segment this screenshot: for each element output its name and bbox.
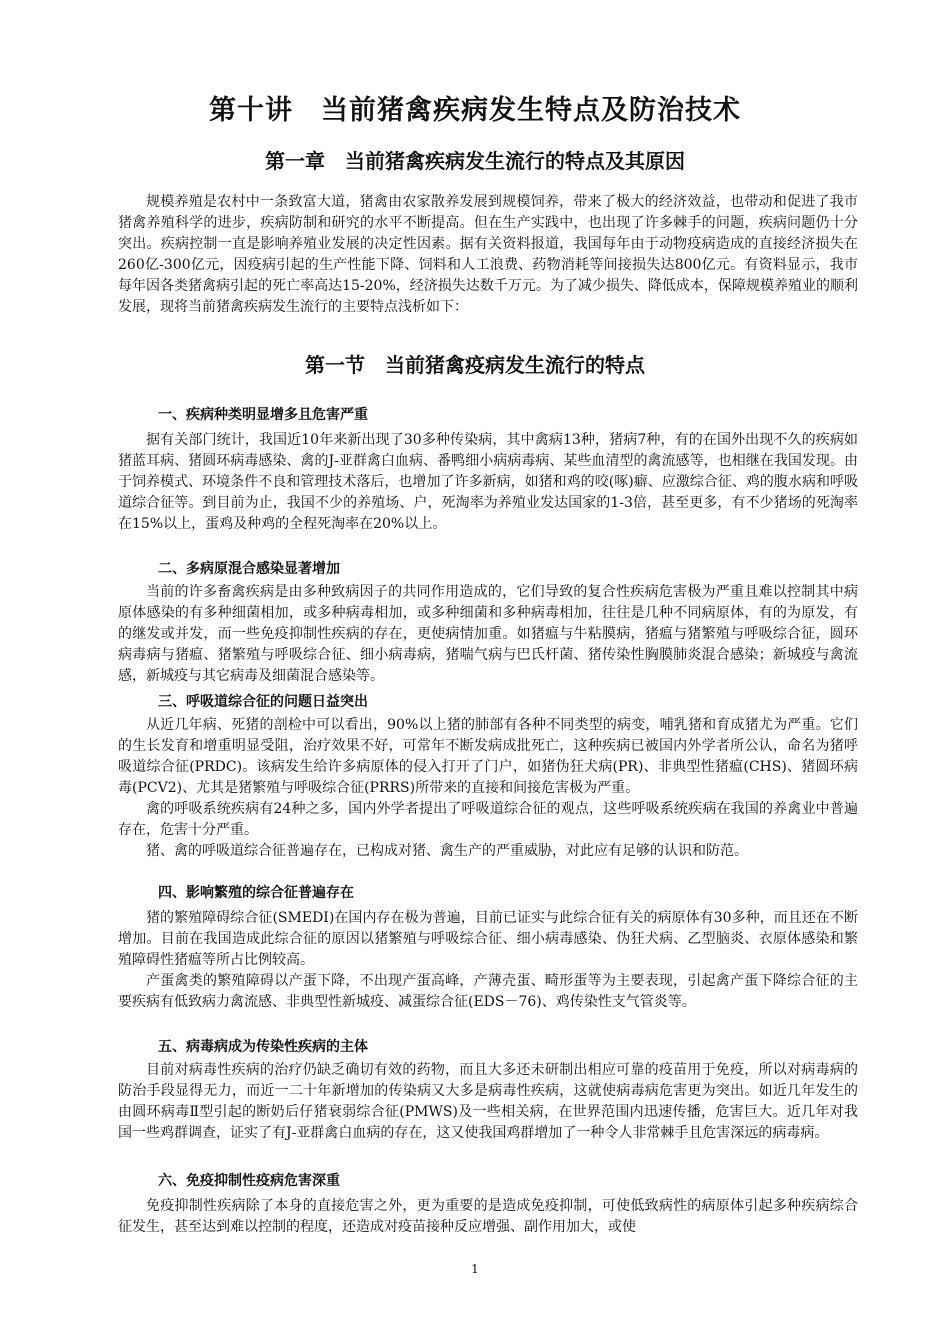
lecture-title: 第十讲 当前猪禽疾病发生特点及防治技术 <box>209 95 741 126</box>
item-heading-1: 一、疾病种类明显增多且危害严重 <box>158 407 368 423</box>
item-body-5 <box>118 1060 858 1144</box>
item-body-1 <box>118 430 858 535</box>
intro-paragraph-block <box>118 192 858 318</box>
paragraph: 产蛋禽类的繁殖障碍以产蛋下降，不出现产蛋高峰，产薄壳蛋、畸形蛋等为主要表现，引起禽产蛋下降综合征的主要疾病有低致病力禽流感、非典型性新城疫、减蛋综合征(EDS－76)、鸡传染性支气管炎等。 <box>118 973 858 1010</box>
item-heading-6: 六、免疫抑制性疫病危害深重 <box>158 1173 340 1189</box>
page-number: 1 <box>471 1262 479 1276</box>
item-body-4 <box>118 908 858 1013</box>
intro-paragraph: 规模养殖是农村中一条致富大道，猪禽由农家散养发展到规模饲养，带来了极大的经济效益，也带动和促进了我市猪禽养殖科学的进步，疾病防制和研究的水平不断提高。但在生产实践中，也出现了许多棘手的问题，疾病问题仍十分突出。疾病控制一直是影响养殖业发展的决定性因素。据有关资料报道，我国每年由于动物疫病造成的直接经济损失在260亿-300亿元，因疫病引起的生产性能下降、饲料和人工浪费、药物消耗等间接损失达800亿元。有资料显示，我市每年因各类猪禽病引起的死亡率高达15-20%，经济损失达数千万元。为了减少损失、降低成本，保障规模养殖业的顺利发展，现将当前猪禽疾病发生流行的主要特点浅析如下： <box>118 194 858 315</box>
paragraph: 从近几年病、死猪的剖检中可以看出，90%以上猪的肺部有各种不同类型的病变，哺乳猪和育成猪尤为严重。它们的生长发育和增重明显受阻，治疗效果不好，可常年不断发病成批死亡，这种疾病已被国内外学者所公认，命名为猪呼吸道综合征(PRDC)。该病发生给许多病原体的侵入打开了门户，如猪伪狂犬病(PR)、非典型性猪瘟(CHS)、猪圆环病毒(PCV2)、尤其是猪繁殖与呼吸综合征(PRRS)所带来的直接和间接危害极为严重。 <box>118 717 858 796</box>
paragraph: 猪的繁殖障碍综合征(SMEDI)在国内存在极为普遍，目前已证实与此综合征有关的病原体有30多种，而且还在不断增加。目前在我国造成此综合征的原因以猪繁殖与呼吸综合征、细小病毒感染、伪狂犬病、乙型脑炎、衣原体感染和繁殖障碍性猪瘟等所占比例较高。 <box>118 910 858 968</box>
item-body-6 <box>118 1196 858 1238</box>
paragraph: 猪、禽的呼吸道综合征普遍存在，已构成对猪、禽生产的严重威胁，对此应有足够的认识和防范。 <box>146 843 748 859</box>
paragraph: 据有关部门统计，我国近10年来新出现了30多种传染病，其中禽病13种，猪病7种，有的在国外出现不久的疾病如猪蓝耳病、猪圆环病毒感染、禽的J-亚群禽白血病、番鸭细小病病毒病、某些血清型的禽流感等，也相继在我国发现。由于饲养模式、环境条件不良和管理技术落后，也增加了许多新病，如猪和鸡的咬(啄)癖、应激综合征、鸡的腹水病和呼吸道综合征等。到目前为止，我国不少的养殖场、户，死淘率为养殖业发达国家的1-3倍，甚至更多，有不少猪场的死淘率在15%以上，蛋鸡及种鸡的全程死淘率在20%以上。 <box>118 432 858 532</box>
chapter-title: 第一章 当前猪禽疾病发生流行的特点及其原因 <box>265 149 685 173</box>
item-heading-5: 五、病毒病成为传染性疾病的主体 <box>158 1039 368 1055</box>
item-body-3 <box>118 715 858 862</box>
item-body-2 <box>118 582 858 687</box>
paragraph: 目前对病毒性疾病的治疗仍缺乏确切有效的药物，而且大多还未研制出相应可靠的疫苗用于免疫，所以对病毒病的防治手段显得无力，而近一二十年新增加的传染病又大多是病毒性疾病，这就使病毒病危害更为突出。如近几年发生的由圆环病毒Ⅱ型引起的断奶后仔猪衰弱综合征(PMWS)及一些相关病，在世界范围内迅速传播，危害巨大。近几年对我国一些鸡群调查，证实了有J-亚群禽白血病的存在，这又使我国鸡群增加了一种令人非常棘手且危害深远的病毒病。 <box>118 1062 858 1141</box>
item-heading-4: 四、影响繁殖的综合征普遍存在 <box>158 885 354 901</box>
paragraph: 禽的呼吸系统疾病有24种之多，国内外学者提出了呼吸道综合征的观点，这些呼吸系统疾病在我国的养禽业中普遍存在，危害十分严重。 <box>118 801 858 838</box>
section-title: 第一节 当前猪禽疫病发生流行的特点 <box>305 353 645 377</box>
item-heading-2: 二、多病原混合感染显著增加 <box>158 561 340 577</box>
paragraph: 免疫抑制性疾病除了本身的直接危害之外，更为重要的是造成免疫抑制，可使低致病性的病原体引起多种疾病综合征发生，甚至达到难以控制的程度，还造成对疫苗接种反应增强、副作用加大，或使 <box>118 1198 858 1235</box>
item-heading-3: 三、呼吸道综合征的问题日益突出 <box>158 694 368 710</box>
paragraph: 当前的许多畜禽疾病是由多种致病因子的共同作用造成的，它们导致的复合性疾病危害极为严重且难以控制其中病原体感染的有多种细菌相加，或多种病毒相加，或多种细菌和多种病毒相加，往往是几种不同病原体，有的为原发，有的继发或并发，而一些免疫抑制性疾病的存在，更使病情加重。如猪瘟与牛粘膜病，猪瘟与猪繁殖与呼吸综合征，圆环病毒病与猪瘟、猪繁殖与呼吸综合征、细小病毒病，猪喘气病与巴氏杆菌、猪传染性胸膜肺炎混合感染；新城疫与禽流感，新城疫与其它病毒及细菌混合感染等。 <box>118 584 858 684</box>
